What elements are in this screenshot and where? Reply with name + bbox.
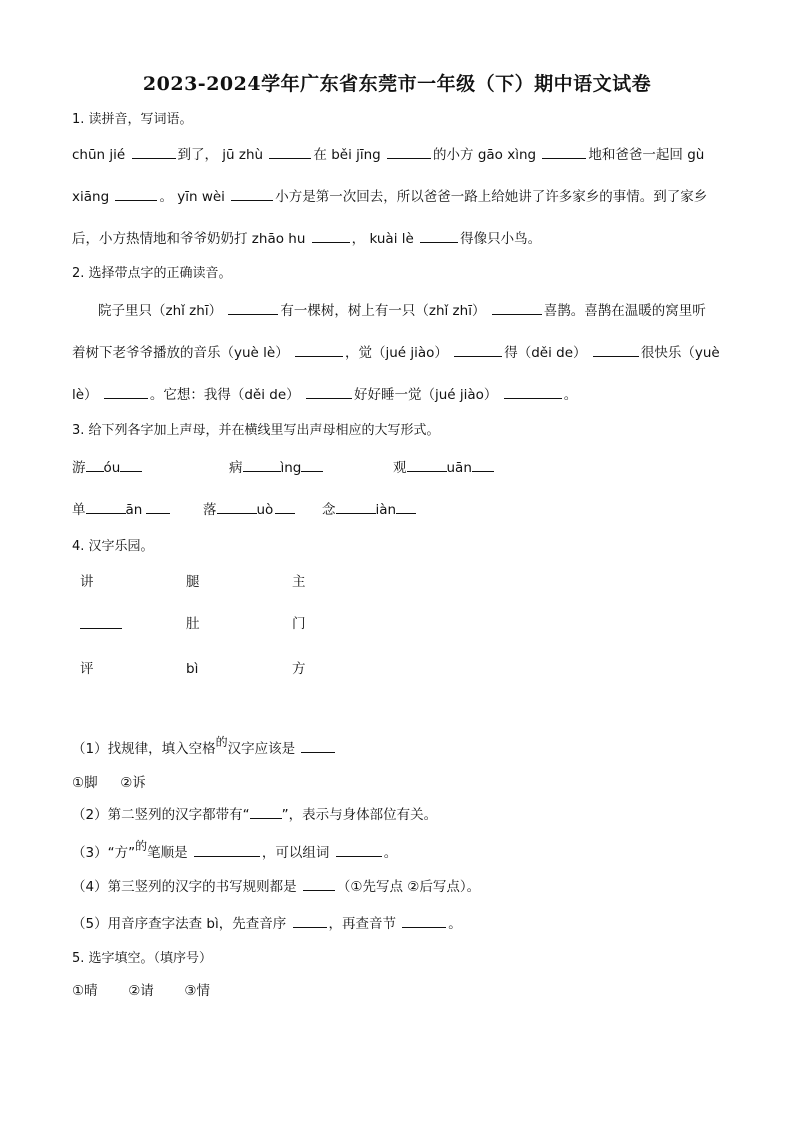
pinyin: yīn wèi (177, 189, 225, 205)
text: 。它想：我得（děi de） (149, 387, 300, 403)
pinyin: xiāng (72, 189, 110, 205)
text: （1）找规律，填入空格 (72, 741, 216, 757)
answer-blank[interactable] (146, 501, 170, 514)
grid-cell: 腿 (186, 574, 200, 590)
q4-sub-4 (72, 878, 480, 896)
grid-cell: 方 (292, 661, 306, 677)
question-5-heading: 5. 选字填空。（填序号） (72, 951, 213, 966)
answer-blank[interactable] (504, 386, 562, 399)
question-3-heading: 3. 给下列各字加上声母，并在横线里写出声母相应的大写形式。 (72, 423, 440, 438)
pinyin: jū zhù (222, 147, 264, 163)
text: 着树下老爷爷播放的音乐（yuè lè） (72, 345, 289, 361)
answer-blank[interactable] (301, 459, 323, 472)
q1-line-3 (72, 230, 541, 248)
answer-blank[interactable] (194, 844, 260, 857)
answer-blank[interactable] (303, 878, 335, 891)
pinyin: gù (687, 147, 705, 163)
answer-blank[interactable] (306, 386, 352, 399)
q4-sub-3 (72, 839, 398, 862)
text: （3）“方” (72, 845, 136, 861)
text: 到了， (177, 147, 218, 163)
char: 念 (322, 502, 336, 518)
answer-blank[interactable] (243, 459, 281, 472)
answer-blank[interactable] (542, 146, 586, 159)
answer-blank[interactable] (301, 740, 335, 753)
pinyin: chūn jié (72, 147, 126, 163)
initial-item (229, 459, 323, 477)
answer-blank[interactable] (250, 806, 282, 819)
pinyin: běi jīng (331, 147, 381, 163)
rime: óu (103, 460, 121, 476)
char: 游 (72, 460, 86, 476)
text: 。 (383, 845, 398, 861)
answer-blank[interactable] (132, 146, 176, 159)
answer-blank[interactable] (336, 501, 376, 514)
char: 观 (393, 460, 407, 476)
answer-blank[interactable] (420, 230, 458, 243)
answer-blank[interactable] (269, 146, 311, 159)
rime: ìng (280, 460, 302, 476)
text: 在 (313, 147, 327, 163)
text: ，觉（jué jiào） (345, 345, 448, 361)
text: 好好睡一觉（jué jiào） (353, 387, 498, 403)
answer-blank[interactable] (402, 915, 446, 928)
rime: uān (446, 460, 472, 476)
text: （2）第二竖列的汉字都带有“ (72, 807, 250, 823)
text: 的 (135, 839, 148, 853)
grid-cell: bì (186, 661, 199, 677)
q1-line-1 (72, 146, 704, 164)
rime: uò (256, 502, 274, 518)
text: 很快乐（yuè (640, 345, 720, 361)
char: 病 (229, 460, 243, 476)
answer-blank[interactable] (312, 230, 350, 243)
text: 汉字应该是 (227, 741, 296, 757)
text: ，可以组词 (261, 845, 330, 861)
grid-cell: 门 (292, 616, 306, 632)
option: ①晴 (72, 983, 98, 999)
rime: iàn (375, 502, 397, 518)
pinyin: kuài lè (369, 231, 414, 247)
question-1-heading: 1. 读拼音，写词语。 (72, 112, 193, 127)
q5-options (72, 982, 210, 1000)
q2-line-2 (72, 344, 720, 362)
answer-blank[interactable] (80, 616, 122, 629)
text: 。 (448, 916, 462, 932)
answer-blank[interactable] (293, 915, 327, 928)
answer-blank[interactable] (472, 459, 494, 472)
q4-sub-5 (72, 915, 462, 933)
char: 落 (203, 502, 217, 518)
q4-sub-2 (72, 806, 437, 824)
answer-blank[interactable] (115, 188, 157, 201)
q1-line-2 (72, 188, 707, 206)
text: 喜鹊。喜鹊在温暖的窝里听 (543, 303, 706, 319)
question-4-heading: 4. 汉字乐园。 (72, 539, 154, 554)
rime: ān (125, 502, 143, 518)
initial-item (322, 501, 416, 519)
text: 的小方 (433, 147, 474, 163)
answer-blank[interactable] (120, 459, 142, 472)
text: （①先写点 ②后写点）。 (336, 879, 481, 895)
q4-sub-1 (72, 735, 337, 758)
option: ②请 (128, 983, 154, 999)
grid-blank-cell[interactable] (80, 616, 122, 634)
initial-item (203, 501, 295, 519)
q4-sub-1-options (72, 774, 146, 792)
grid-cell: 主 (292, 574, 306, 590)
answer-blank[interactable] (275, 501, 295, 514)
answer-blank[interactable] (387, 146, 431, 159)
q2-line-3 (72, 386, 577, 404)
answer-blank[interactable] (104, 386, 148, 399)
option: ③情 (184, 983, 211, 999)
q2-line-1 (72, 302, 706, 320)
text: ， (351, 231, 366, 247)
answer-blank[interactable] (86, 501, 126, 514)
initial-item (393, 459, 494, 477)
option: ①脚 (72, 775, 98, 791)
pinyin: gāo xìng (477, 147, 537, 163)
answer-blank[interactable] (336, 844, 382, 857)
text: 。 (159, 189, 173, 205)
text: 地和爸爸一起回 (588, 147, 683, 163)
answer-blank[interactable] (86, 459, 104, 472)
answer-blank[interactable] (407, 459, 447, 472)
question-2-heading: 2. 选择带点字的正确读音。 (72, 266, 232, 281)
initial-item (72, 459, 142, 477)
initial-item (72, 501, 170, 519)
text: 笔顺是 (147, 845, 188, 861)
text: ”，表示与身体部位有关。 (281, 807, 438, 823)
text: （5）用音序查字法查 bì，先查音序 (72, 916, 287, 932)
text: lè） (72, 387, 98, 403)
text: ，再查音节 (328, 916, 396, 932)
text: 院子里只（zhǐ zhī） (98, 303, 223, 319)
text: 得（děi de） (504, 345, 587, 361)
answer-blank[interactable] (492, 302, 542, 315)
text: 有一棵树，树上有一只（zhǐ zhī） (280, 303, 486, 319)
grid-cell: 肚 (186, 616, 200, 632)
answer-blank[interactable] (231, 188, 273, 201)
answer-blank[interactable] (228, 302, 278, 315)
answer-blank[interactable] (217, 501, 257, 514)
answer-blank[interactable] (593, 344, 639, 357)
answer-blank[interactable] (396, 501, 416, 514)
pinyin: zhāo hu (251, 231, 306, 247)
answer-blank[interactable] (454, 344, 502, 357)
page-title: 2023-2024学年广东省东莞市一年级（下）期中语文试卷 (142, 73, 652, 95)
char: 单 (72, 502, 86, 518)
text: （4）第三竖列的汉字的书写规则都是 (72, 879, 297, 895)
text: 得像只小鸟。 (460, 231, 542, 247)
grid-cell: 讲 (80, 574, 94, 590)
answer-blank[interactable] (295, 344, 343, 357)
text: 。 (563, 387, 578, 403)
text: 的 (215, 735, 228, 749)
grid-cell: 评 (80, 661, 94, 677)
text: 小方是第一次回去，所以爸爸一路上给她讲了许多家乡的事情。到了家乡 (275, 189, 708, 205)
option: ②诉 (120, 775, 146, 791)
text: 后，小方热情地和爷爷奶奶打 (72, 231, 248, 247)
